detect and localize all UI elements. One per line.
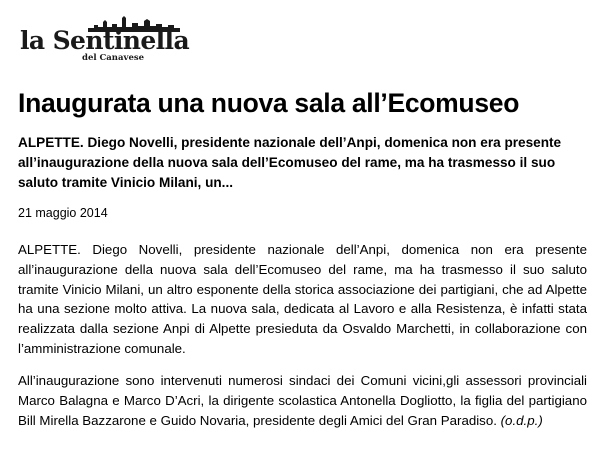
logo-subtitle: del Canavese [82,53,145,63]
article-date: 21 maggio 2014 [18,206,108,220]
article-paragraph: ALPETTE. Diego Novelli, presidente nazionale dell’Anpi, domenica non era presente all’inaugurazione della nuova sala dell’Ecomuseo del rame, ma ha trasmesso il suo saluto tramite Vinicio Milani, un altro esponente della storica associazione dei partigiani, che ad Alpette ha una sezione molto attiva. La nuova sala, dedicata al Lavoro e alla Resistenza, è infatti stata realizzata dalla sezione Anpi di Alpette presieduta da Osvaldo Marchetti, in collaborazione con l’amministrazione comunale. [18,242,587,356]
article-summary: ALPETTE. Diego Novelli, presidente nazionale dell’Anpi, domenica non era presente all’inaugurazione della nuova sala dell’Ecomuseo del rame, ma ha trasmesso il suo saluto tramite Vinicio Milani, un... [18,135,562,190]
logo-title: la Sentinella [20,26,190,55]
author-signature: (o.d.p.) [500,412,543,428]
masthead-logo[interactable] [20,14,190,66]
paragraph-text: All’inaugurazione sono intervenuti numerosi sindaci dei Comuni vicini,gli assessori provinciali Marco Balagna e Marco D’Acri, la dirigente scolastica Antonella Dogliotto, la figlia del partigiano Bill Mirella Bazzarone e Guido Novaria, presidente degli Amici del Gran Paradiso. [18,373,587,428]
article-title: Inaugurata una nuova sala all’Ecomuseo [18,88,520,118]
article-paragraph [18,371,587,430]
